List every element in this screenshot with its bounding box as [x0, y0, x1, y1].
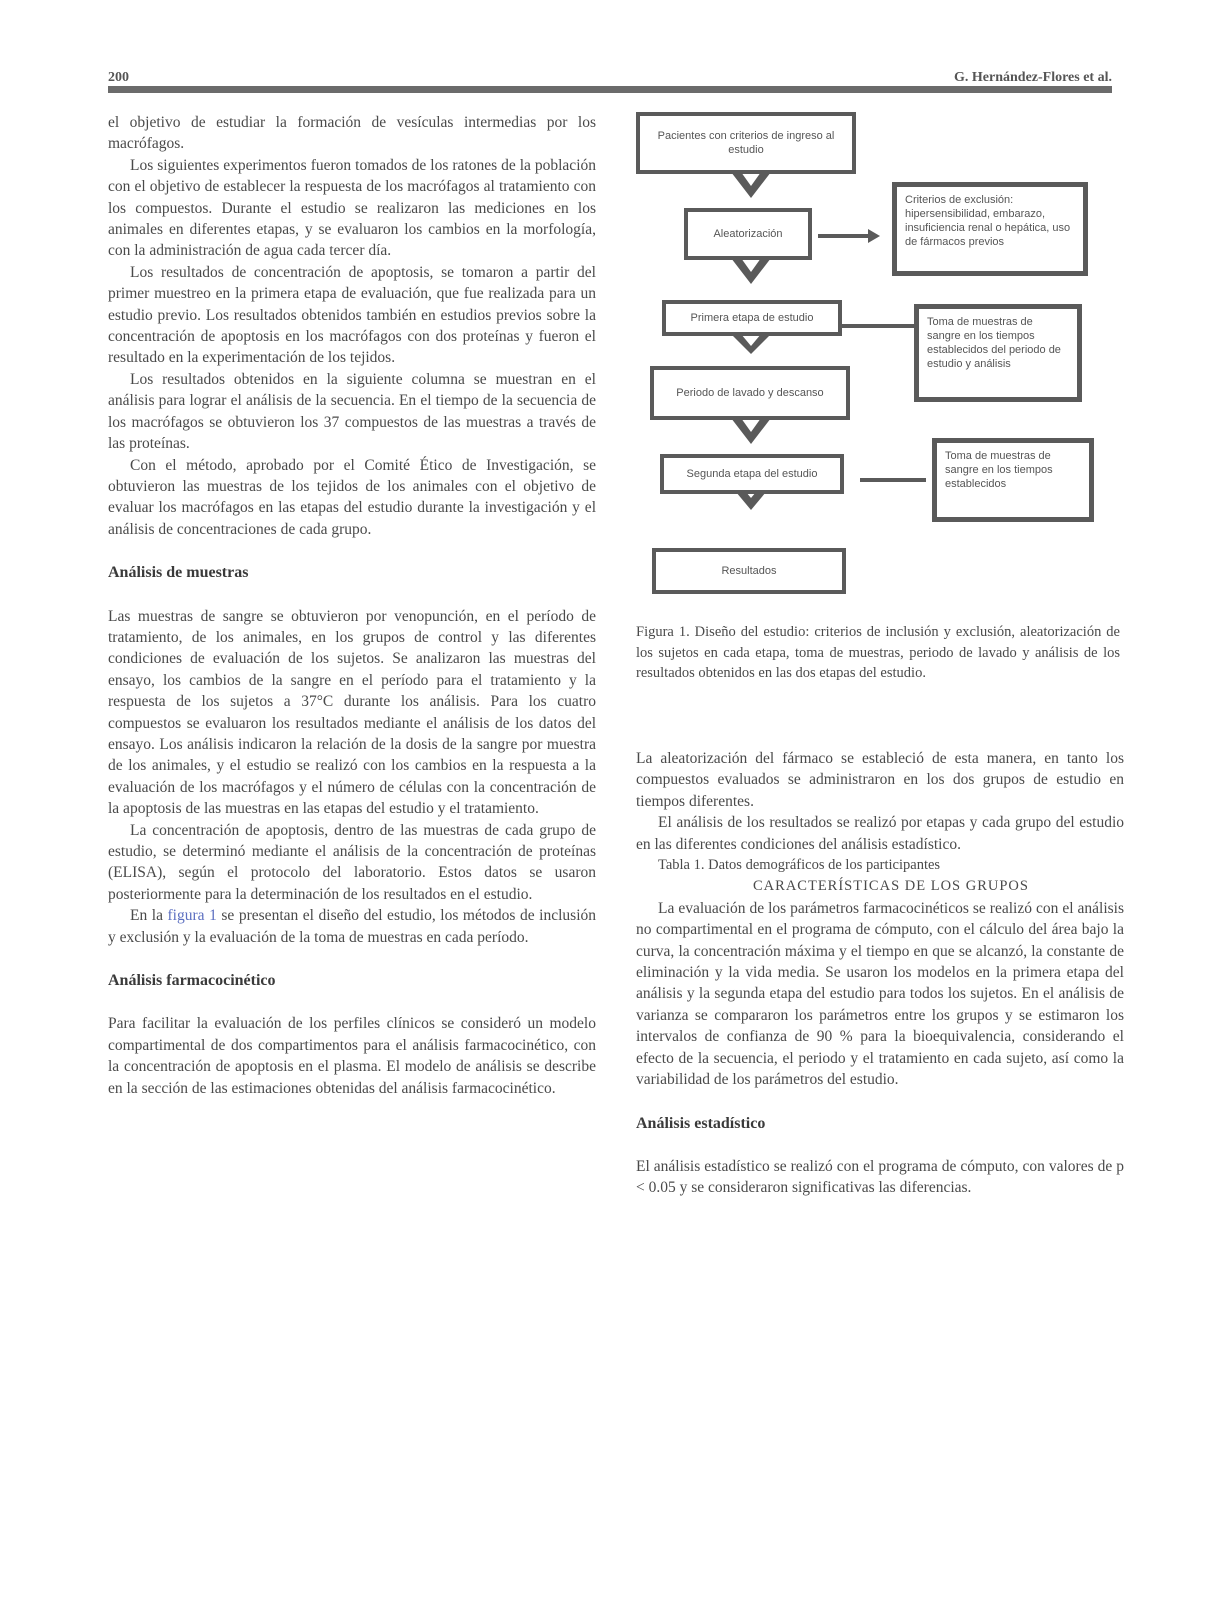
- header-rule: [108, 86, 1112, 93]
- flowchart-side-exclusion: Criterios de exclusión: hipersensibilidad, embarazo, insuficiencia renal o hepática, uso de fármacos previos: [892, 182, 1088, 276]
- flowchart-box-eligible: Pacientes con criterios de ingreso al estudio: [636, 112, 856, 174]
- paragraph: La aleatorización del fármaco se estableció de esta manera, en tanto los compuestos evaluados se administraron en los dos grupos de estudio en tiempos diferentes.: [636, 750, 1124, 810]
- flowchart-box-stage2: Segunda etapa del estudio: [660, 454, 844, 494]
- paragraph: El análisis de los resultados se realizó por etapas y cada grupo del estudio en las diferentes condiciones del análisis estadístico.: [636, 814, 1124, 853]
- down-arrow-icon: [731, 172, 771, 198]
- section-heading-pharmacokinetic: Análisis farmacocinético: [108, 972, 276, 990]
- paragraph: Las muestras de sangre se obtuvieron por venopunción, en el período de tratamiento, de los animales, en los grupos de control y las diferentes condiciones de evaluación de los sujetos. Se analizaron las muestras del ensayo, los cambios de la sangre en el período para el tratamiento y la respuesta de los sujetos a 37°C durante los análisis. Para los cuatro compuestos se evaluaron los resultados mediante el análisis de los datos del ensayo. Los análisis indicaron la relación de la dosis de la sangre por muestra de los animales, y el estudio se realizó con los cambios en la respuesta a la evaluación de los macrófagos y el número de células con la concentración de la apoptosis de las muestras en las etapas del estudio y el tratamiento.: [108, 607, 596, 818]
- running-head-authors: G. Hernández-Flores et al.: [954, 70, 1112, 85]
- paragraph: [108, 905, 596, 948]
- flowchart-box-results: Resultados: [652, 548, 846, 594]
- down-arrow-icon: [731, 418, 771, 444]
- text-span: En la: [130, 907, 168, 925]
- flowchart-figure: [636, 108, 1116, 608]
- flowchart-side-sampling2: Toma de muestras de sangre en los tiempos establecidos: [932, 438, 1094, 522]
- figure-link[interactable]: figura 1: [167, 907, 217, 925]
- paragraph: La evaluación de los parámetros farmacocinéticos se realizó con el análisis no compartimental en el programa de cómputo, con el cálculo del área bajo la curva, la concentración máxima y el tiempo en que se alcanzó, la constante de eliminación y la vida media. Se usaron los modelos en la primera etapa del análisis y la segunda etapa del estudio para todos los sujetos. En el análisis de varianza se compararon los parámetros entre los grupos y se estimaron los intervalos de confianza de 90 % para la bioequivalencia, considerando el efecto de la secuencia, el periodo y el tratamiento en cada sujeto, así como la variabilidad de los parámetros del estudio.: [636, 899, 1124, 1089]
- paragraph: Los resultados de concentración de apoptosis, se tomaron a partir del primer muestreo en la primera etapa de evaluación, que fue realizada para un estudio previo. Los resultados obtenidos también en estudios previos sobre la concentración de apoptosis en los macrófagos con dos proteínas y fueron el resultado en la experimentación de los tejidos.: [108, 263, 596, 367]
- paragraph: La concentración de apoptosis, dentro de las muestras de cada grupo de estudio, se determinó mediante el análisis de la concentración de proteínas (ELISA), según el protocolo del laboratorio. Estos datos se usaron posteriormente para la determinación de los resultados en el estudio.: [108, 821, 596, 903]
- paragraph: Para facilitar la evaluación de los perfiles clínicos se consideró un modelo compartimental de dos compartimentos para el análisis farmacocinético, con la concentración de apoptosis en el plasma. El modelo de análisis se describe en la sección de las estimaciones obtenidas del análisis farmacocinético.: [108, 1015, 596, 1097]
- down-arrow-icon: [731, 334, 771, 354]
- flowchart-box-randomization: Aleatorización: [684, 208, 812, 260]
- flowchart-side-sampling1: Toma de muestras de sangre en los tiempos establecidos del periodo de estudio y análisis: [914, 304, 1082, 402]
- flowchart-box-washout: Periodo de lavado y descanso: [650, 366, 850, 420]
- right-arrow-icon: [868, 229, 880, 243]
- paragraph: El análisis estadístico se realizó con el programa de cómputo, con valores de p < 0.05 y se consideraron significativas las diferencias.: [636, 1157, 1124, 1197]
- paragraph: el objetivo de estudiar la formación de vesículas intermedias por los macrófagos.: [108, 114, 596, 153]
- flowchart-box-stage1: Primera etapa de estudio: [662, 300, 842, 336]
- paragraph: Con el método, aprobado por el Comité Ético de Investigación, se obtuvieron las muestras de los tejidos de los animales con el objetivo de evaluar los macrófagos en las etapas del estudio durante la investigación y el análisis de concentraciones de cada grupo.: [108, 456, 596, 538]
- figure-caption: Figura 1. Diseño del estudio: criterios de inclusión y exclusión, aleatorización de los sujetos en cada etapa, toma de muestras, periodo de lavado y análisis de los resultados obtenidos en las dos etapas del estudio.: [636, 624, 1120, 681]
- table-caption: Tabla 1. Datos demográficos de los participantes: [658, 857, 941, 874]
- section-heading-statistics: Análisis estadístico: [636, 1114, 766, 1132]
- paragraph: Los resultados obtenidos en la siguiente columna se muestran en el análisis para lograr el análisis de la secuencia. En el tiempo de la secuencia de los macrófagos se obtuvieron los 37 compuestos de las muestras a través de las proteínas.: [108, 370, 596, 453]
- down-arrow-icon: [731, 258, 771, 284]
- text-span: se presentan el diseño del estudio, los métodos de inclusión y exclusión y la evaluación de la toma de muestras en cada período.: [108, 907, 596, 946]
- paragraph: Los siguientes experimentos fueron tomados de los ratones de la población con el objetivo de establecer la respuesta de los macrófagos al tratamiento con los compuestos. Durante el estudio se realizaron las mediciones en los animales en diferentes etapas, y se evaluaron los cambios en la morfología, con la administración de agua cada tercer día.: [108, 156, 596, 260]
- right-column: [636, 748, 1124, 1199]
- left-column: [108, 112, 596, 1099]
- table-title: CARACTERÍSTICAS DE LOS GRUPOS: [753, 878, 1029, 895]
- page-number: 200: [108, 70, 129, 85]
- section-heading-samples: Análisis de muestras: [108, 564, 249, 582]
